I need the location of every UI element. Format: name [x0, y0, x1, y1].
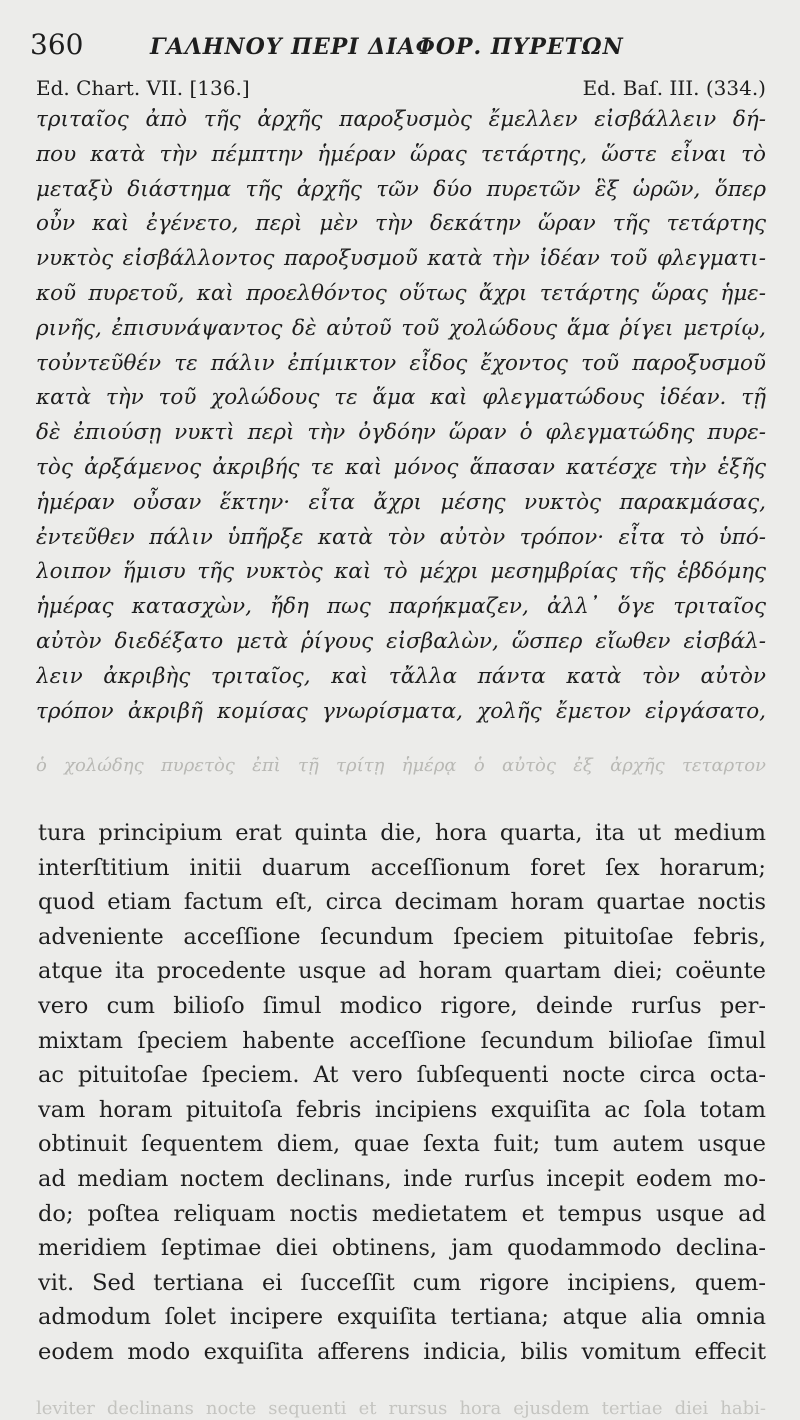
- latin-text-line: atque ita procedente usque ad horam quartam diei; coëunte: [38, 958, 766, 985]
- bleed-through-text-bottom: leviter declinans nocte sequenti et rursus hora ejusdem tertiae diei habi-: [36, 1398, 766, 1419]
- greek-text-line: τριταῖος ἀπὸ τῆς ἀρχῆς παροξυσμὸς ἔμελλεν εἰσβάλλειν δή-: [36, 107, 766, 132]
- greek-text-line: ρινῆς, ἐπισυνάψαντος δὲ αὐτοῦ τοῦ χολώδους ἅμα ῥίγει μετρίῳ,: [36, 315, 766, 341]
- edition-ref-right: Ed. Baſ. III. (334.): [582, 76, 766, 100]
- greek-text-line: που κατὰ τὴν πέμπτην ἡμέραν ὥρας τετάρτης, ὥστε εἶναι τὸ: [36, 141, 766, 167]
- latin-text-line: do; poſtea reliquam noctis medietatem et tempus usque ad: [38, 1200, 766, 1227]
- page-number: 360: [30, 28, 84, 61]
- greek-text-line: τὸς ἀρξάμενος ἀκριβής τε καὶ μόνος ἅπασαν κατέσχε τὴν ἑξῆς: [36, 454, 766, 480]
- latin-text-line: admodum ſolet incipere exquiſita tertiana; atque alia omnia: [38, 1304, 766, 1331]
- greek-text-line: δὲ ἐπιούσῃ νυκτὶ περὶ τὴν ὀγδόην ὥραν ὁ φλεγματώδης πυρε-: [36, 420, 766, 446]
- greek-text-line: οὖν καὶ ἐγένετο, περὶ μὲν τὴν δεκάτην ὥραν τῆς τετάρτης: [36, 211, 766, 237]
- greek-text-line: ἡμέραν οὖσαν ἕκτην· εἶτα ἄχρι μέσης νυκτὸς παρακμάσας,: [36, 489, 766, 515]
- latin-text-line: vero cum bilioſo ſimul modico rigore, deinde rurſus per-: [38, 992, 766, 1019]
- greek-text-line: μεταξὺ διάστημα τῆς ἀρχῆς τῶν δύο πυρετῶν ἓξ ὡρῶν, ὅπερ: [36, 176, 766, 202]
- greek-text-line: αὐτὸν διεδέξατο μετὰ ῥίγους εἰσβαλὼν, ὥσπερ εἴωθεν εἰσβάλ-: [36, 628, 766, 654]
- latin-text-line: mixtam ſpeciem habente acceſſione ſecundum bilioſae ſimul: [38, 1027, 766, 1054]
- latin-text-line: interſtitium initii duarum acceſſionum foret ſex horarum;: [38, 854, 766, 881]
- latin-text-line: meridiem ſeptimae diei obtinens, jam quodammodo declina-: [38, 1235, 766, 1262]
- latin-text-line: vam horam pituitoſa febris incipiens exquiſita ac ſola totam: [38, 1096, 766, 1123]
- latin-text-line: ad mediam noctem declinans, inde rurſus incepit eodem mo-: [38, 1165, 766, 1192]
- latin-text-line: tura principium erat quinta die, hora quarta, ita ut medium: [38, 820, 766, 846]
- latin-text-line: quod etiam factum eſt, circa decimam horam quartae noctis: [38, 889, 766, 916]
- latin-text-line: ac pituitoſae ſpeciem. At vero ſubſequenti nocte circa octa-: [38, 1062, 766, 1089]
- greek-text-line: κοῦ πυρετοῦ, καὶ προελθόντος οὕτως ἄχρι τετάρτης ὥρας ἡμε-: [36, 280, 766, 306]
- greek-text-line: λειν ἀκριβὴς τριταῖος, καὶ τἄλλα πάντα κατὰ τὸν αὐτὸν: [36, 663, 766, 689]
- latin-text-line: adveniente acceſſione ſecundum ſpeciem pituitoſae febris,: [38, 923, 766, 950]
- greek-text-line: τοὐντεῦθέν τε πάλιν ἐπίμικτον εἶδος ἔχοντος τοῦ παροξυσμοῦ: [36, 350, 766, 376]
- running-title: ΓΑΛΗΝΟΥ ΠΕΡΙ ΔΙΑΦΟΡ. ΠΥΡΕΤΩΝ: [150, 34, 624, 60]
- latin-text-line: vit. Sed tertiana ei ſucceſſit cum rigore incipiens, quem-: [38, 1269, 766, 1296]
- greek-text-line: κατὰ τὴν τοῦ χολώδους τε ἅμα καὶ φλεγματώδους ἰδέαν. τῇ: [36, 385, 766, 411]
- greek-text-line: ἡμέρας κατασχὼν, ἤδη πως παρήκμαζεν, ἀλλ᾽ ὅγε τριταῖος: [36, 594, 766, 620]
- latin-text-line: obtinuit ſequentem diem, quae ſexta fuit; tum autem usque: [38, 1131, 766, 1158]
- page-header: [30, 28, 770, 64]
- latin-text-line: eodem modo exquiſita afferens indicia, bilis vomitum effecit: [38, 1338, 766, 1365]
- edition-ref-left: Ed. Chart. VII. [136.]: [36, 76, 250, 100]
- greek-text-line: νυκτὸς εἰσβάλλοντος παροξυσμοῦ κατὰ τὴν ἰδέαν τοῦ φλεγματι-: [36, 246, 766, 272]
- bleed-through-text: ὁ χολώδης πυρετὸς ἐπὶ τῇ τρίτῃ ἡμέρᾳ ὁ αὐτὸς ἐξ ἀρχῆς τεταρτον: [36, 755, 766, 776]
- greek-text-line: τρόπον ἀκριβῆ κομίσας γνωρίσματα, χολῆς ἔμετον εἰργάσατο,: [36, 698, 766, 724]
- latin-text-block: [38, 816, 766, 1370]
- greek-text-line: λοιπον ἥμισυ τῆς νυκτὸς καὶ τὸ μέχρι μεσημβρίας τῆς ἑβδόμης: [36, 559, 766, 585]
- greek-text-block: [36, 103, 766, 729]
- greek-text-line: ἐντεῦθεν πάλιν ὑπῆρξε κατὰ τὸν αὐτὸν τρόπον· εἶτα τὸ ὑπό-: [36, 524, 766, 550]
- edition-references: [36, 76, 766, 100]
